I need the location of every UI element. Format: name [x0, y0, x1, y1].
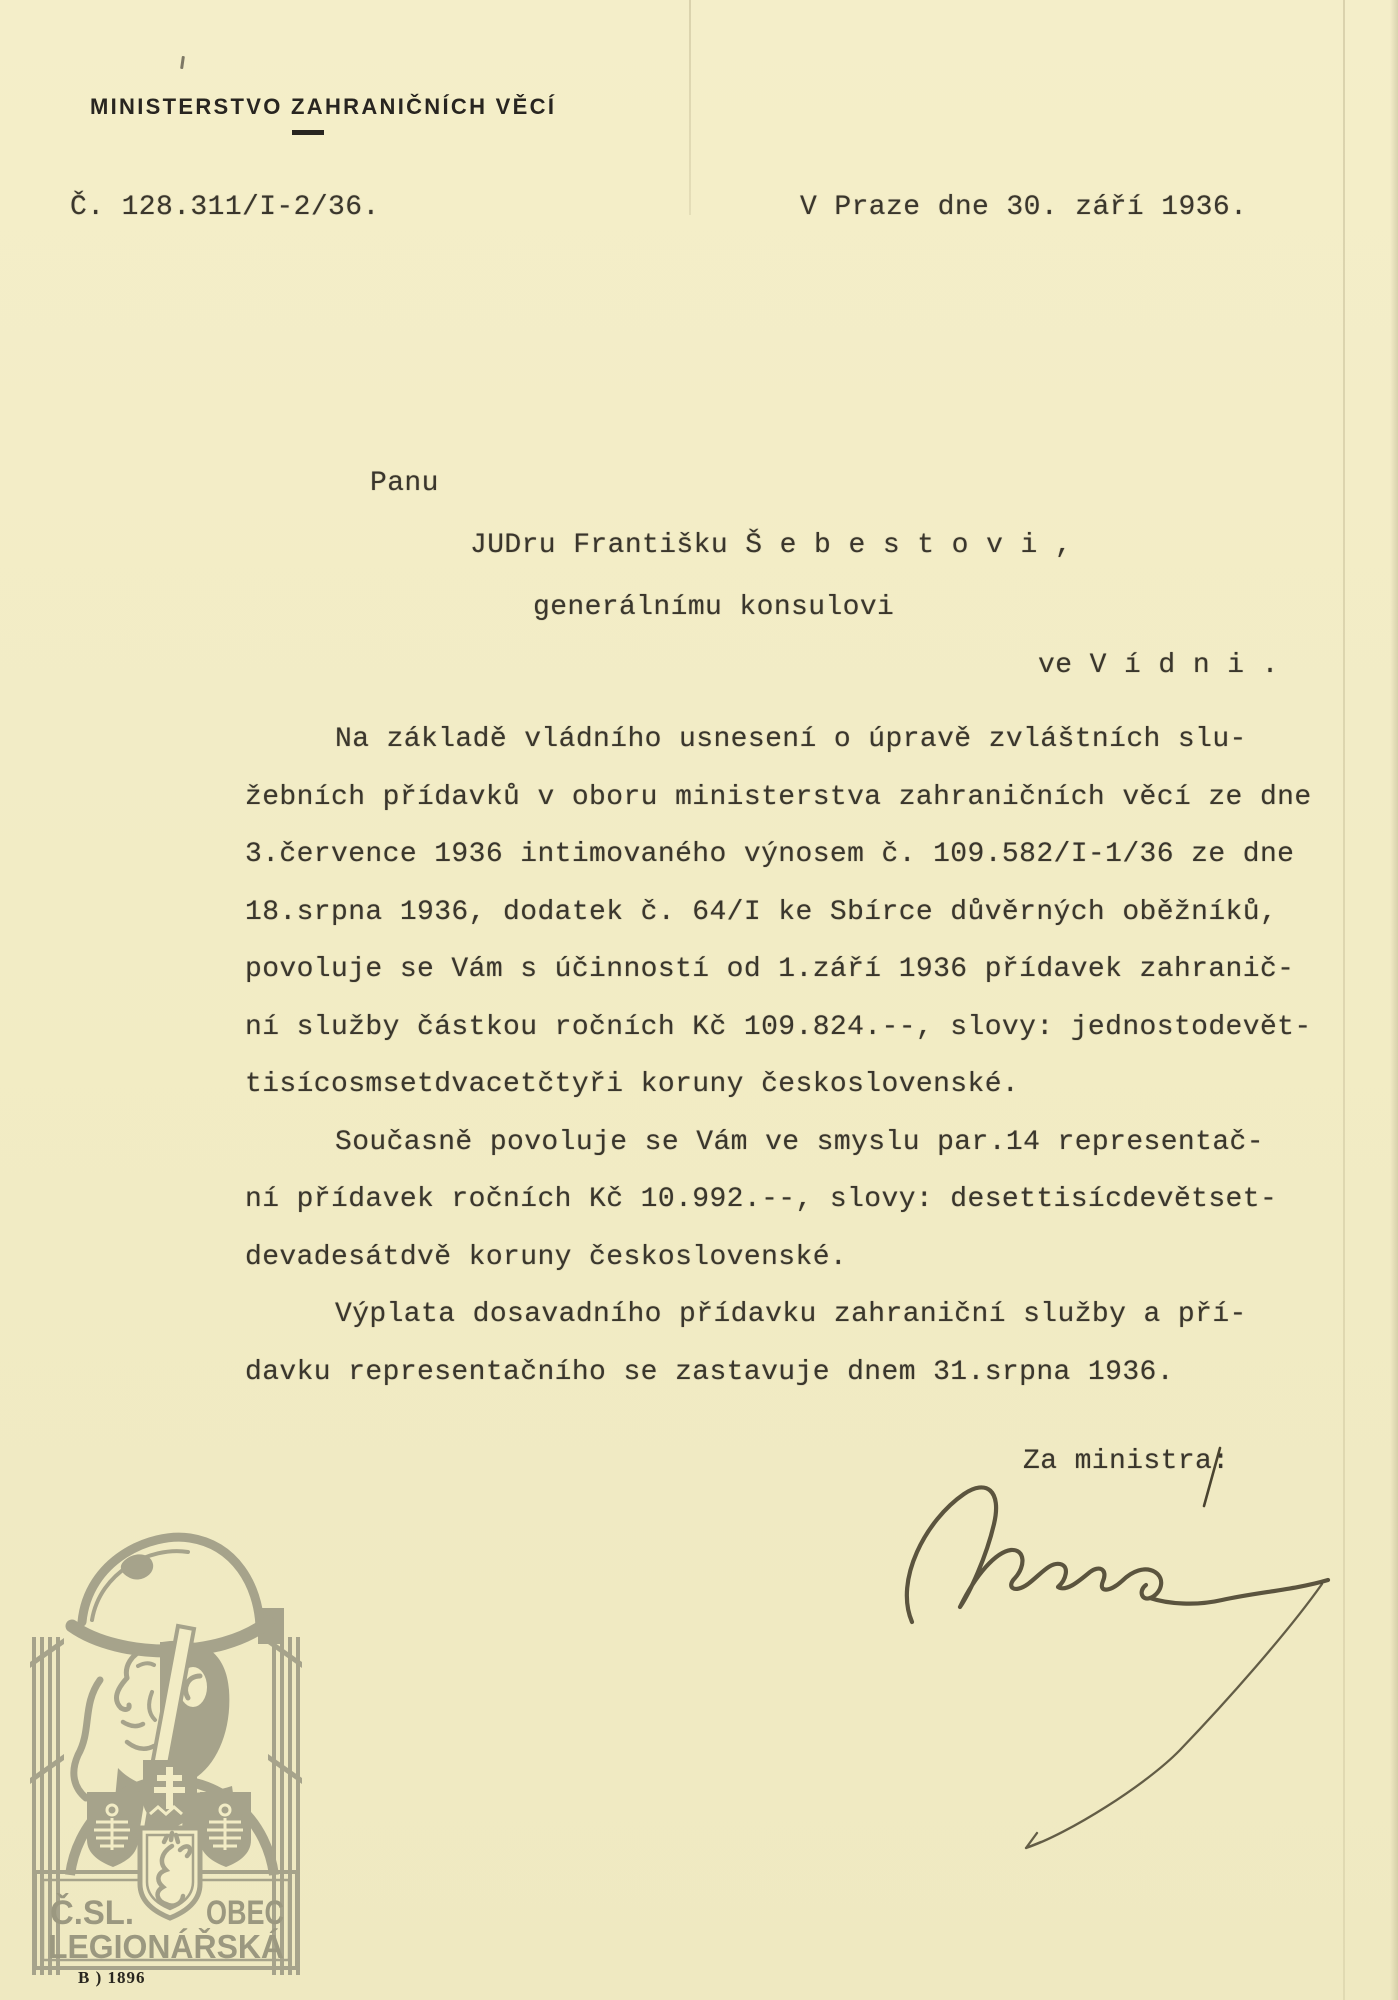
ministry-letterhead: MINISTERSTVO ZAHRANIČNÍCH VĚCÍ: [90, 94, 557, 119]
body-line: davku representačního se zastavuje dnem 31.srpna 1936.: [245, 1356, 1174, 1388]
shield-eagle-right: [200, 1792, 251, 1867]
body-line: 18.srpna 1936, dodatek č. 64/I ke Sbírce důvěrných oběžníků,: [245, 896, 1278, 928]
letter-body: [245, 724, 1350, 1414]
signature-scrawl: [907, 1487, 1328, 1622]
shield-eagle-left: [87, 1792, 138, 1867]
body-line: 3.července 1936 intimovaného výnosem č. 109.582/I-1/36 ze dne: [245, 839, 1295, 870]
body-line: povoluje se Vám s účinností od 1.září 1936 přídavek zahranič-: [245, 954, 1295, 985]
addressee-salutation: Panu: [370, 468, 439, 499]
place-date: V Praze dne 30. září 1936.: [800, 192, 1248, 223]
legion-emblem: [30, 1530, 302, 1978]
letterhead-divider: [292, 130, 324, 135]
body-line: žebních přídavků v oboru ministerstva zahraničních věcí ze dne: [245, 781, 1312, 813]
archive-mark: B ) 1896: [78, 1968, 146, 1987]
stamp-text-obec: OBEC: [206, 1894, 284, 1932]
body-line: ní služby částkou ročních Kč 109.824.--, slovy: jednostodevět-: [245, 1011, 1312, 1043]
addressee-name: JUDru Františku Š e b e s t o v i ,: [470, 530, 1073, 561]
signature-pen-slash: [1204, 1448, 1220, 1506]
body-line: Současně povoluje se Vám ve smyslu par.14 representač-: [335, 1126, 1264, 1158]
body-line: ní přídavek ročních Kč 10.992.--, slovy: desettisícdevětset-: [245, 1184, 1278, 1215]
addressee-title: generálnímu konsulovi: [533, 592, 895, 623]
stamp-text-csl: Č.SL.: [50, 1894, 137, 1932]
stamp-text-legionarska: LEGIONÁŘSKÁ: [48, 1928, 284, 1965]
signature-flourish: [1026, 1584, 1322, 1848]
body-line: devadesátdvě koruny československé.: [245, 1241, 848, 1273]
body-line: tisícosmsetdvacetčtyři koruny československé.: [245, 1069, 1020, 1100]
shield-lion: [140, 1828, 200, 1918]
body-line: Na základě vládního usnesení o úpravě zvláštních slu-: [335, 724, 1247, 755]
body-line: Výplata dosavadního přídavku zahraniční služby a pří-: [335, 1299, 1247, 1330]
ink-speck: [180, 56, 185, 69]
paper-crease-center: [689, 0, 691, 215]
closing-label: Za ministra:: [1023, 1446, 1230, 1477]
addressee-city: ve V í d n i .: [1038, 650, 1279, 681]
signature-ink: [898, 1432, 1348, 1862]
reference-number: Č. 128.311/I-2/36.: [70, 192, 380, 223]
